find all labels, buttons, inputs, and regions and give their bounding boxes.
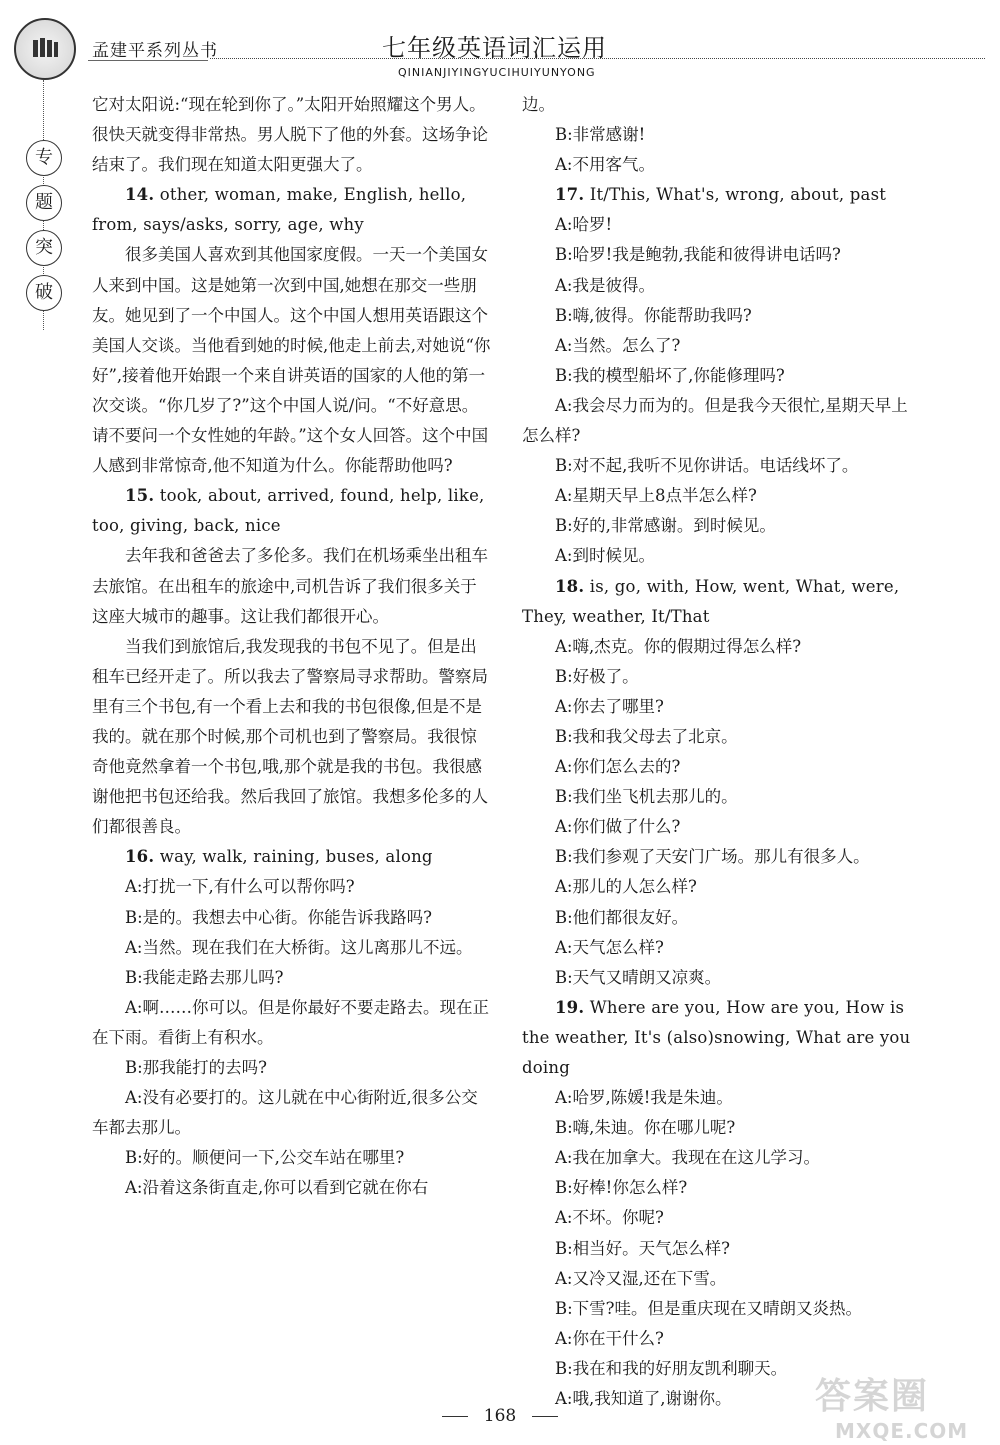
translation-paragraph: A:嗨,杰克。你的假期过得怎么样? — [555, 636, 802, 656]
watermark-logo — [815, 1368, 995, 1442]
translation-paragraph: B:我的模型船坏了,你能修理吗? — [555, 365, 785, 385]
translation-paragraph: B:好棒!你怎么样? — [555, 1178, 688, 1198]
side-tag-4: 破 — [26, 275, 62, 311]
translation-paragraph: B:天气又晴朗又凉爽。 — [555, 967, 722, 987]
translation-paragraph: A:我是彼得。 — [555, 275, 655, 295]
book-title-pinyin: QINIANJIYINGYUCIHUIYUNYONG — [398, 66, 596, 79]
translation-paragraph: A:你们怎么去的? — [555, 757, 681, 777]
translation-paragraph: A:你去了哪里? — [555, 696, 664, 716]
series-name: 孟建平系列丛书 — [92, 41, 218, 61]
header-rule — [210, 58, 985, 59]
translation-paragraph: B:相当好。天气怎么样? — [555, 1238, 731, 1258]
translation-paragraph: B:好的。顺便问一下,公交车站在哪里? — [125, 1148, 405, 1168]
translation-paragraph: A:打扰一下,有什么可以帮你吗? — [125, 877, 355, 897]
translation-paragraph: B:我们坐飞机去那儿的。 — [555, 787, 738, 807]
translation-paragraph: A:哈罗,陈媛!我是朱迪。 — [555, 1088, 733, 1108]
translation-paragraph: A:天气怎么样? — [555, 937, 664, 957]
translation-paragraph: B:是的。我想去中心街。你能告诉我路吗? — [125, 907, 433, 927]
translation-paragraph: B:我和我父母去了北京。 — [555, 726, 738, 746]
answer-key-line — [92, 842, 492, 872]
answer-key-line — [522, 572, 922, 632]
side-tag-3: 突 — [26, 230, 62, 266]
page-number: 168 — [483, 1406, 517, 1426]
translation-paragraph: 当我们到旅馆后,我发现我的书包不见了。但是出租车已经开走了。所以我去了警察局寻求帮助。警察局里有三个书包,有一个看上去和我的书包很像,但是不是我的。就在那个时候,那个司机也到了警察局。我很惊奇他竟然拿着一个书包,哦,那个就是我的书包。我很感谢他把书包还给我。然后我回了旅馆。我想多伦多的人们都很善良。 — [92, 636, 488, 837]
book-title: 七年级英语词汇运用 — [382, 34, 607, 62]
translation-paragraph: A:到时候见。 — [555, 546, 655, 566]
translation-paragraph: 很多美国人喜欢到其他国家度假。一天一个美国女人来到中国。这是她第一次到中国,她想在那交一些朋友。她见到了一个中国人。这个中国人想用英语跟这个美国人交谈。当他看到她的时候,他走上前去,对她说“你好”,接着他开始跟一个来自讲英语的国家的人他的第一次交谈。“你几岁了?”这个中国人说/问。“不好意思。请不要问一个女性她的年龄。”这个女人回答。这个中国人感到非常惊奇,他不知道为什么。你能帮助他吗? — [92, 245, 491, 476]
translation-paragraph: A:哈罗! — [555, 215, 613, 235]
answer-key-line — [522, 180, 922, 210]
footer-dash-left — [442, 1416, 468, 1417]
header-rule-left — [88, 60, 208, 61]
answer-words: It/This, What's, wrong, about, past — [584, 185, 887, 205]
watermark-title: 答案圈 — [815, 1376, 930, 1417]
continued-text: 边。 — [522, 95, 555, 114]
translation-paragraph: A:又冷又湿,还在下雪。 — [555, 1268, 727, 1288]
answer-key-line — [522, 993, 922, 1083]
answer-words: other, woman, make, English, hello, from, says/asks, sorry, age, why — [92, 185, 467, 235]
translation-paragraph: A:沿着这条街直走,你可以看到它就在你右 — [125, 1178, 429, 1198]
right-column — [522, 90, 922, 1414]
translation-paragraph: B:好的,非常感谢。到时候见。 — [555, 516, 776, 536]
translation-paragraph: B:他们都很友好。 — [555, 907, 689, 927]
page-header — [0, 0, 1000, 92]
translation-paragraph: A:啊……你可以。但是你最好不要走路去。现在正在下雨。看街上有积水。 — [92, 997, 489, 1047]
translation-paragraph: B:我能走路去那儿吗? — [125, 967, 284, 987]
translation-paragraph: A:你们做了什么? — [555, 817, 681, 837]
series-logo-icon — [14, 18, 76, 80]
translation-paragraph: B:我在和我的好朋友凯利聊天。 — [555, 1358, 788, 1378]
translation-paragraph: A:不用客气。 — [555, 155, 655, 175]
translation-paragraph: A:那儿的人怎么样? — [555, 877, 697, 897]
answer-words: is, go, with, How, went, What, were, They, weather, It/That — [522, 576, 900, 626]
translation-paragraph: B:我们参观了天安门广场。那儿有很多人。 — [555, 847, 870, 867]
translation-paragraph: A:星期天早上8点半怎么样? — [555, 486, 757, 506]
translation-paragraph: B:嗨,彼得。你能帮助我吗? — [555, 305, 752, 325]
translation-paragraph: A:我会尽力而为的。但是我今天很忙,星期天早上怎么样? — [522, 395, 908, 446]
translation-paragraph: A:哦,我知道了,谢谢你。 — [555, 1389, 732, 1409]
translation-paragraph: A:不坏。你呢? — [555, 1208, 664, 1228]
answer-key-line — [92, 481, 492, 541]
translation-paragraph: B:好极了。 — [555, 666, 639, 686]
question-number: 16. — [125, 847, 155, 867]
translation-paragraph: A:当然。怎么了? — [555, 335, 681, 355]
answer-words: Where are you, How are you, How is the weather, It's (also)snowing, What are you doing — [522, 997, 911, 1077]
question-number: 18. — [555, 576, 585, 596]
side-tag-2: 题 — [26, 185, 62, 221]
answer-key-line — [92, 180, 492, 240]
translation-paragraph: A:当然。现在我们在大桥街。这儿离那儿不远。 — [125, 937, 473, 957]
translation-paragraph: B:嗨,朱迪。你在哪儿呢? — [555, 1118, 736, 1138]
translation-paragraph: B:非常感谢! — [555, 125, 646, 145]
translation-paragraph: B:对不起,我听不见你讲话。电话线坏了。 — [555, 456, 859, 476]
translation-paragraph: A:你在干什么? — [555, 1328, 664, 1348]
question-number: 17. — [555, 185, 585, 205]
translation-paragraph: B:下雪?哇。但是重庆现在又晴朗又炎热。 — [555, 1298, 863, 1318]
translation-paragraph: A:我在加拿大。我现在在这儿学习。 — [555, 1148, 820, 1168]
continued-text: 它对太阳说:“现在轮到你了。”太阳开始照耀这个男人。很快天就变得非常热。男人脱下了他的外套。这场争论结束了。我们现在知道太阳更强大了。 — [92, 95, 488, 175]
footer-dash-right — [532, 1416, 558, 1417]
question-number: 19. — [555, 997, 585, 1017]
translation-paragraph: A:没有必要打的。这儿就在中心街附近,很多公交车都去那儿。 — [92, 1088, 478, 1138]
left-column — [92, 90, 492, 1203]
question-number: 15. — [125, 486, 155, 506]
answer-words: way, walk, raining, buses, along — [154, 847, 433, 867]
answer-words: took, about, arrived, found, help, like, too, giving, back, nice — [92, 486, 485, 536]
side-tag-1: 专 — [26, 140, 62, 176]
translation-paragraph: B:那我能打的去吗? — [125, 1058, 268, 1077]
translation-paragraph: 去年我和爸爸去了多伦多。我们在机场乘坐出租车去旅馆。在出租车的旅途中,司机告诉了我们很多关于这座大城市的趣事。这让我们都很开心。 — [92, 546, 488, 626]
watermark-url: MXQE.COM — [835, 1419, 969, 1443]
question-number: 14. — [125, 185, 155, 205]
translation-paragraph: B:哈罗!我是鲍勃,我能和彼得讲电话吗? — [555, 245, 841, 265]
